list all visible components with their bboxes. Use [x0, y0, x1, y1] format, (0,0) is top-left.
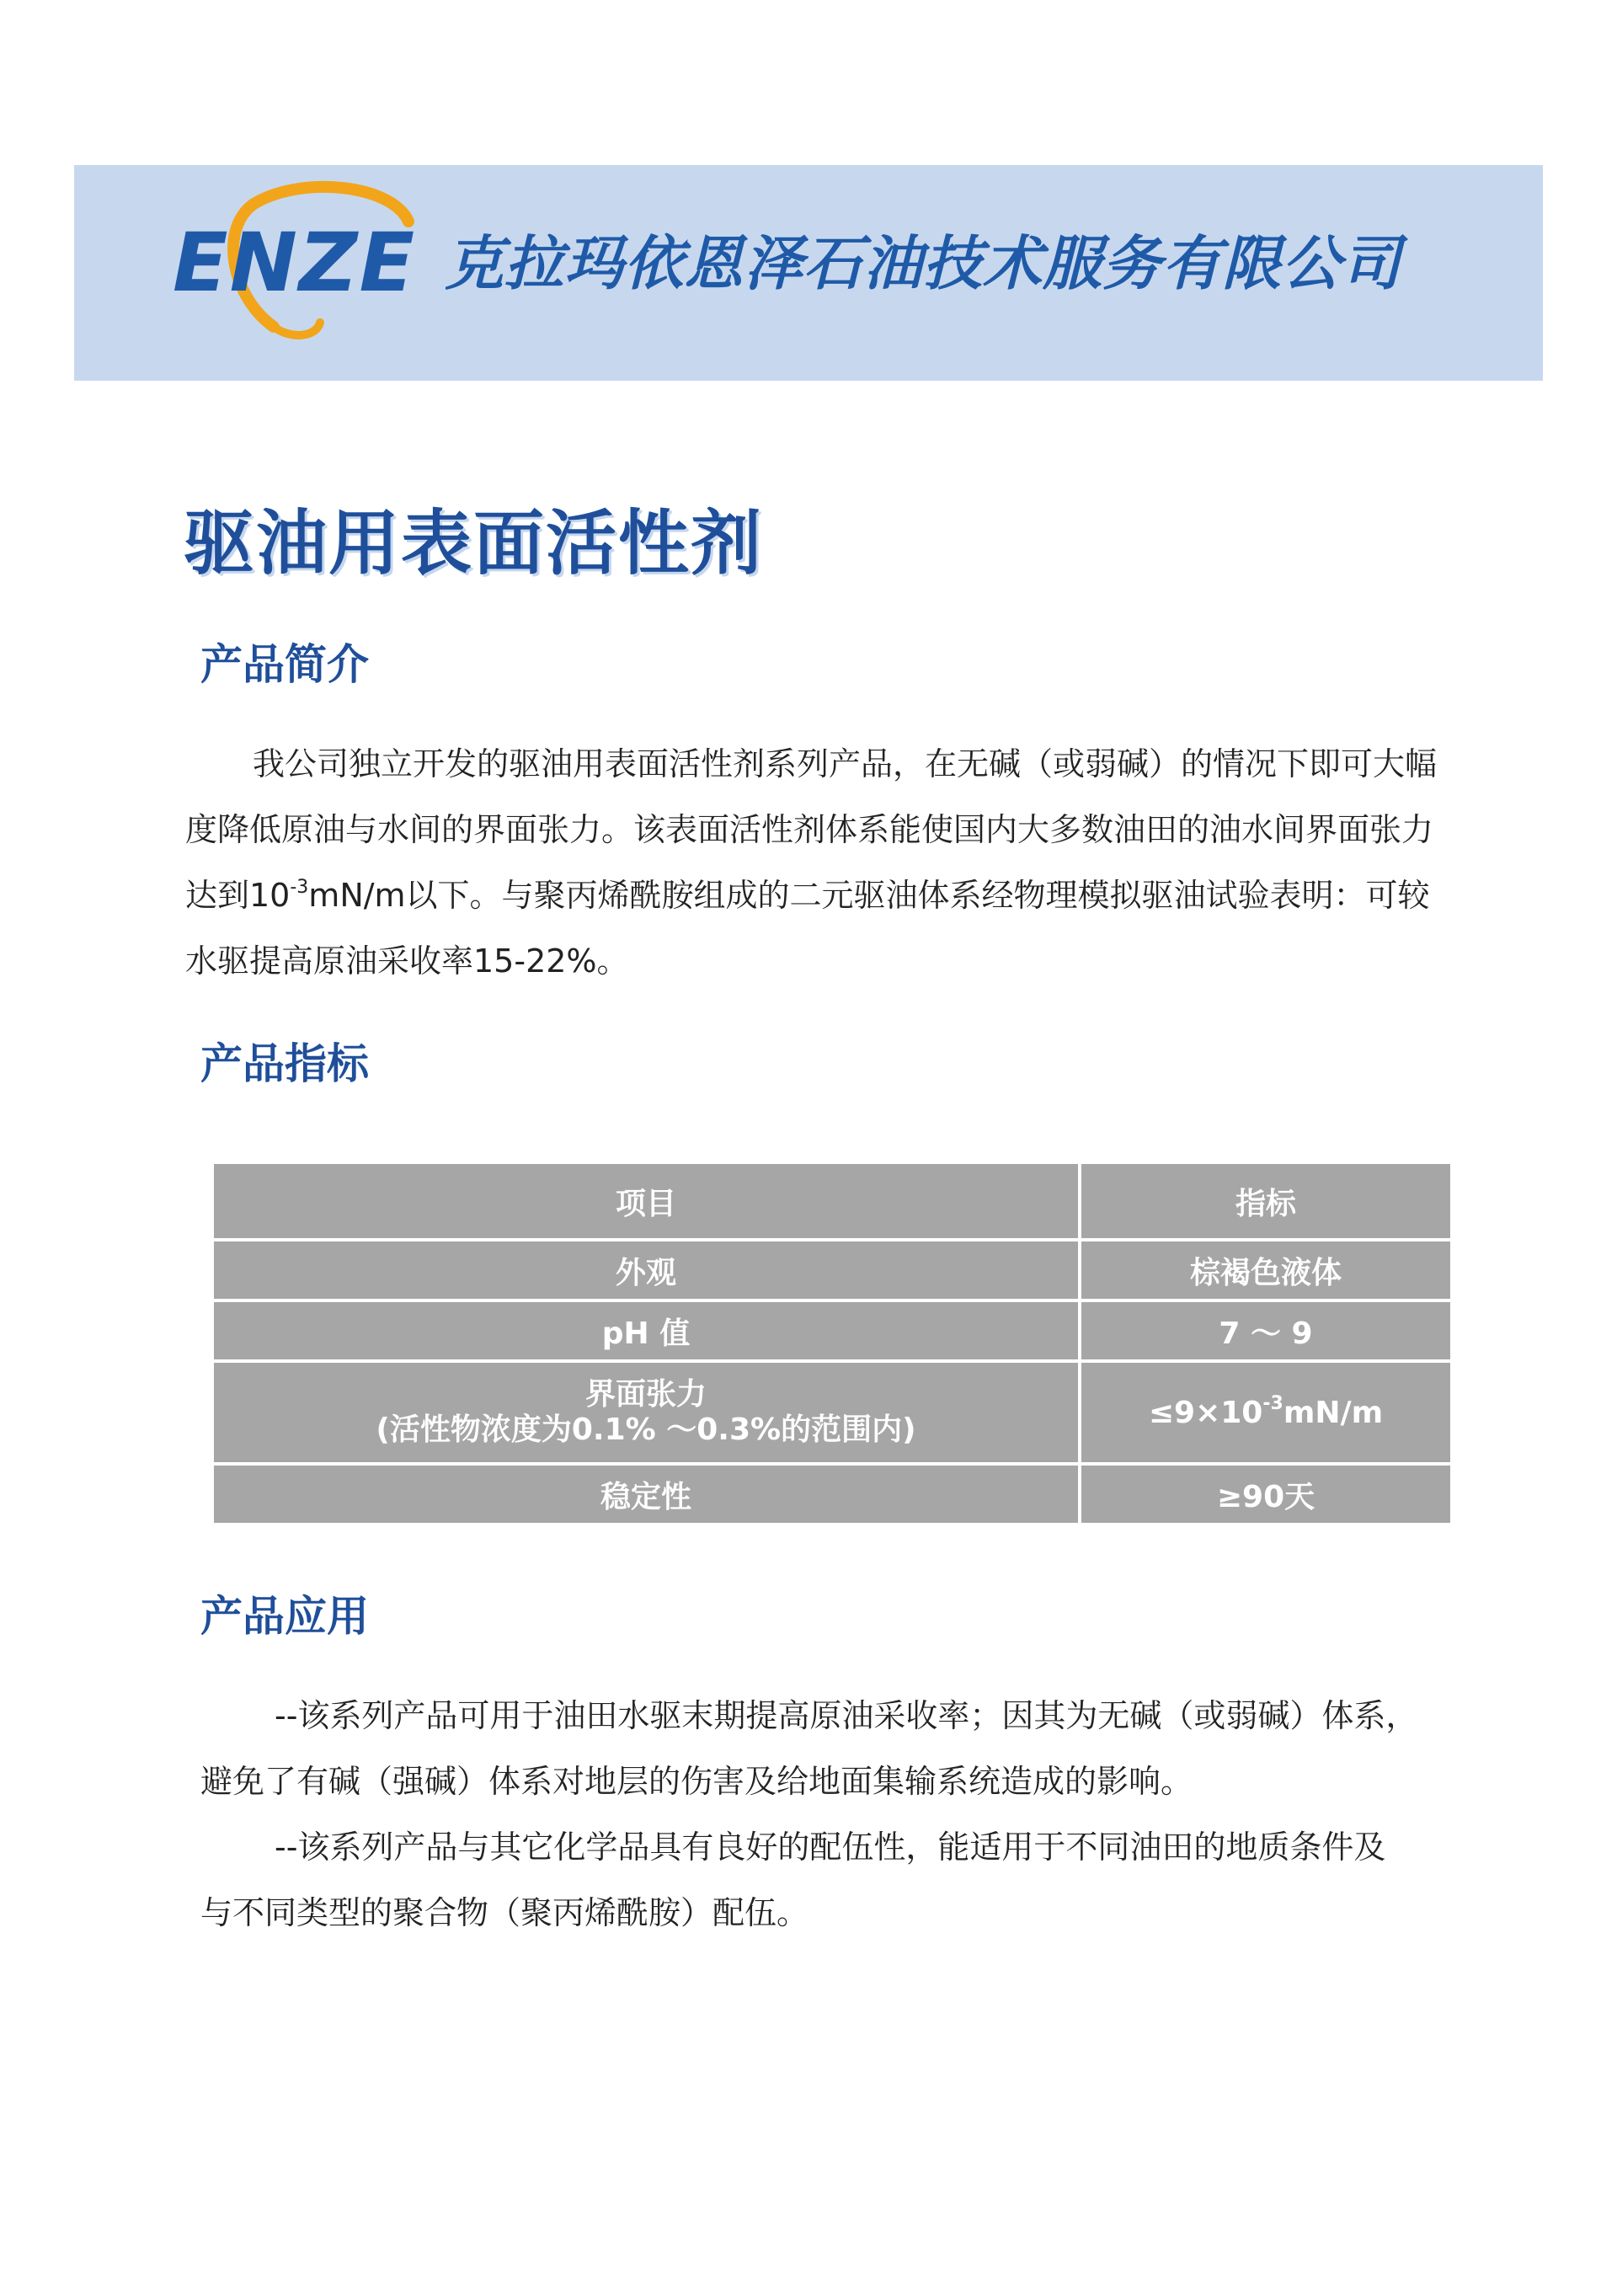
table-row [212, 1300, 1452, 1361]
table-cell-item [212, 1361, 1080, 1464]
table-cell-item-line-1: 界面张力 [584, 1377, 707, 1412]
application-p1-line-2: 避免了有碱（强碱）体系对地层的伤害及给地面集输系统造成的影响。 [200, 1763, 1193, 1800]
application-p1-line-1: --该系列产品可用于油田水驱末期提高原油采收率；因其为无碱（或弱碱）体系， [275, 1697, 1418, 1734]
table-cell-item: pH 值 [212, 1300, 1080, 1361]
intro-line-3-pre: 达到10 [185, 877, 291, 914]
intro-line-3 [185, 862, 1465, 928]
table-header-row [212, 1162, 1452, 1240]
specs-heading: 产品指标 [200, 1039, 369, 1088]
table-header-item: 项目 [212, 1162, 1080, 1240]
table-cell-item: 稳定性 [212, 1464, 1080, 1524]
page-title: 驱油用表面活性剂 [184, 502, 764, 585]
intro-heading: 产品简介 [200, 640, 369, 689]
intro-paragraph [185, 731, 1465, 994]
table-cell-value-post: mN/m [1283, 1395, 1384, 1430]
logo-text: ENZE [173, 216, 417, 310]
intro-line-2: 度降低原油与水间的界面张力。该表面活性剂体系能使国内大多数油田的油水间界面张力 [185, 811, 1434, 848]
table-cell-item: 外观 [212, 1240, 1080, 1300]
intro-line-3-post: mN/m以下。与聚丙烯酰胺组成的二元驱油体系经物理模拟驱油试验表明：可较 [308, 877, 1430, 914]
table-cell-value [1080, 1361, 1452, 1464]
intro-line-3-sup: -3 [290, 877, 309, 898]
table-cell-value: 棕褐色液体 [1080, 1240, 1452, 1300]
table-row [212, 1240, 1452, 1300]
table-header-value: 指标 [1080, 1162, 1452, 1240]
application-p2-line-2: 与不同类型的聚合物（聚丙烯酰胺）配伍。 [200, 1894, 809, 1931]
table-cell-value: ≥90天 [1080, 1464, 1452, 1524]
application-p2-line-1: --该系列产品与其它化学品具有良好的配伍性，能适用于不同油田的地质条件及 [275, 1829, 1386, 1866]
application-paragraph [200, 1683, 1481, 1946]
table-cell-value: 7 ～ 9 [1080, 1300, 1452, 1361]
table-row [212, 1464, 1452, 1524]
intro-line-1: 我公司独立开发的驱油用表面活性剂系列产品，在无碱（或弱碱）的情况下即可大幅 [253, 745, 1438, 782]
company-name: 克拉玛依恩泽石油技术服务有限公司 [445, 229, 1401, 298]
table-row [212, 1361, 1452, 1464]
table-cell-item-line-2: (活性物浓度为0.1% ～0.3%的范围内) [376, 1412, 916, 1447]
table-cell-value-pre: ≤9×10 [1148, 1395, 1263, 1430]
spec-table [211, 1161, 1454, 1526]
intro-line-4: 水驱提高原油采收率15-22%。 [185, 942, 629, 980]
table-cell-value-sup: -3 [1262, 1392, 1283, 1414]
application-heading: 产品应用 [200, 1592, 369, 1641]
